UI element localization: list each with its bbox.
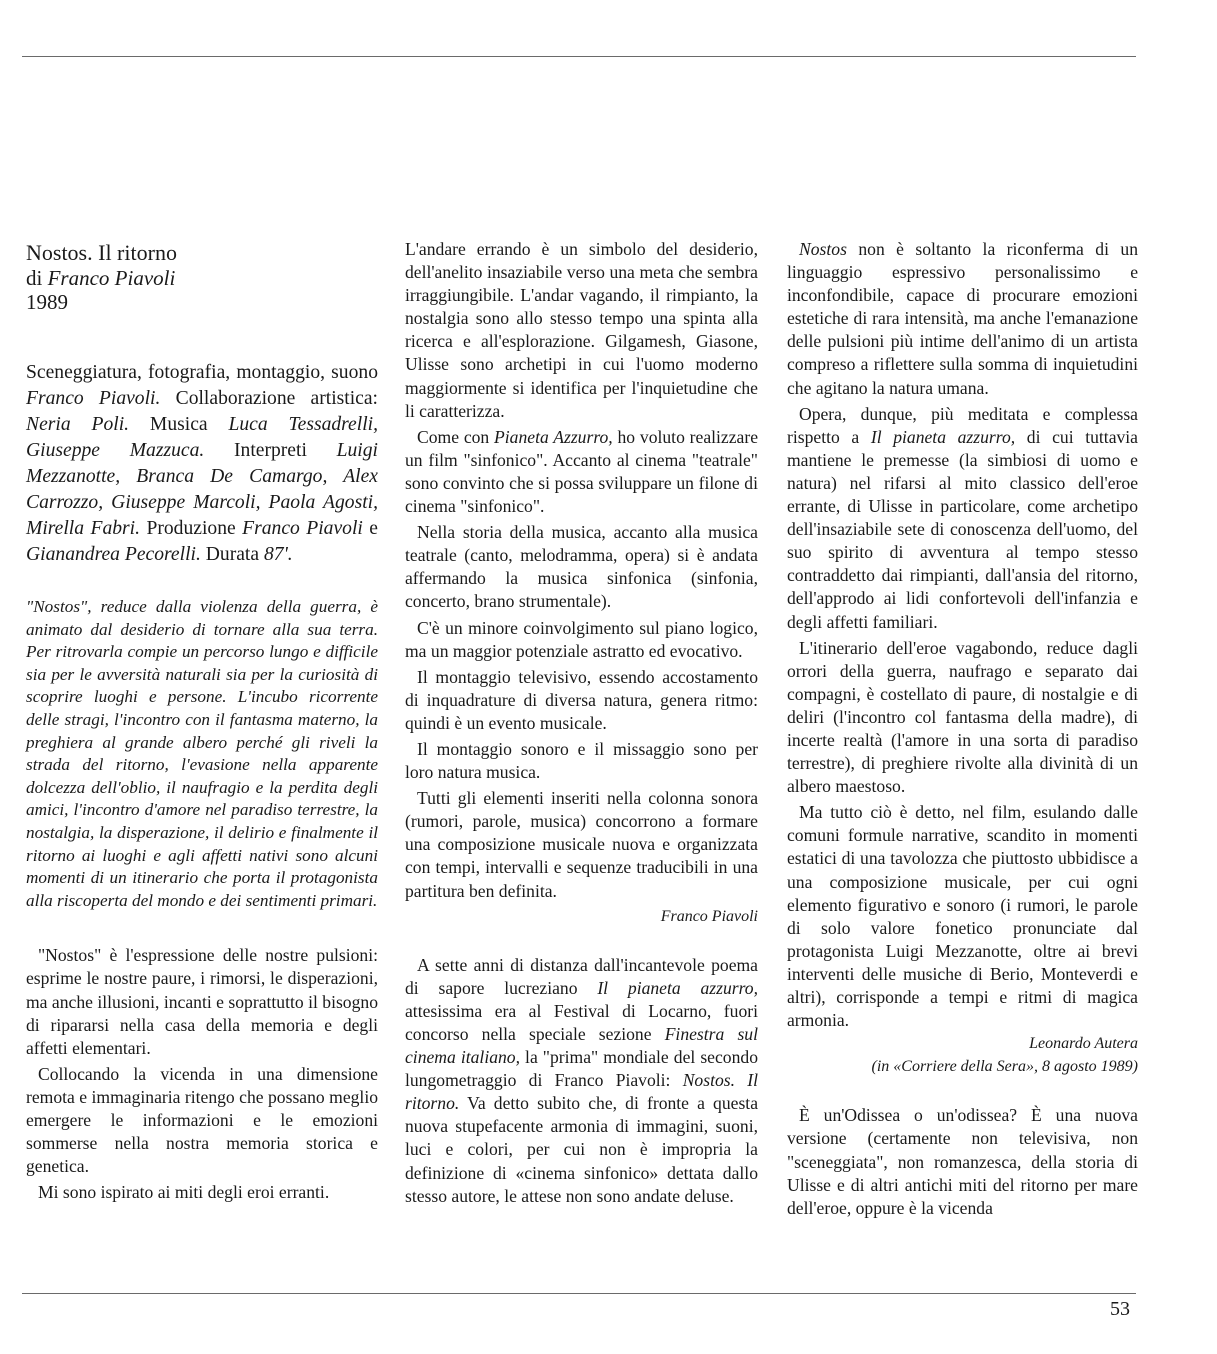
- column-1: [26, 238, 378, 1204]
- review-paragraph: Ma tutto ciò è detto, nel film, esulando dalle comuni formule narrative, scandito in momenti estatici di una tavolozza che piuttosto ubbidisce a una composizione musicale, per cui ogni elemento figurativo e sonoro (i rumori, le parole di solo valore fonetico pronunciate dal protagonista Luigi Mezzanotte, oltre ai brevi interventi delle musiche di Berio, Monteverdi e altri), corrisponde a tempi e ritmi di magica armonia.: [787, 802, 1138, 1031]
- review-text: di cui tuttavia mantiene le premesse (la simbiosi di uomo e natura) nel rifarsi al mito classico dell'eroe errante, di Ulisse in particolare, come archetipo dell'insaziabile sete di conoscenza dell'uomo, del suo spirito di avventura al tempo stesso contraddetto dai rimpianti, dall'ansia del ritorno, dell'approdo ai lidi confortevoli dell'infanzia e degli affetti familiari.: [787, 426, 1138, 632]
- credits-name: Luigi Mezzanotte, Branca De Camargo, Alex Carrozzo, Giuseppe Marcoli, Paola Agosti, Mirella Fabri.: [26, 440, 378, 539]
- review-text: A sette anni di distanza dall'incantevole poema di sapore lucreziano: [405, 954, 758, 998]
- director-note-paragraph: Nella storia della musica, accanto alla musica teatrale (canto, melodramma, opera) si è andata affermando la musica sinfonica (sinfonia, concerto, brano strumentale).: [405, 522, 758, 612]
- credits-block: [26, 360, 378, 568]
- director-note-paragraph: C'è un minore coinvolgimento sul piano logico, ma un maggior potenziale astratto ed evocativo.: [405, 617, 758, 661]
- review-paragraph: L'itinerario dell'eroe vagabondo, reduce dagli orrori della guerra, naufrago e separato dai compagni, è costellato di paure, di nostalgie e di deliri (l'incontro col fantasma della madre), di incerte realtà (l'amore in una sorta di paradiso terrestre), di preghiere rivolte alla divinità di un albero maestoso.: [787, 637, 1138, 797]
- column-3: [787, 214, 1138, 1220]
- credits-name: 87'.: [263, 544, 293, 565]
- credits-text: Collaborazione artistica:: [160, 388, 379, 409]
- review-text: non è soltanto la riconferma di un linguaggio espressivo personalissimo e inconfondibile, capace di procurare emozioni estetiche di rara intensità, ma anche l'emanazione delle pulsioni più intime dell'animo di un artista compreso a riflettere sulla somma di inquietudini che agitano la natura umana.: [787, 239, 1138, 398]
- director-note-paragraph: Mi sono ispirato ai miti degli eroi erranti.: [38, 1182, 330, 1203]
- credits-text: Durata: [200, 544, 264, 565]
- credits-name: Neria Poli.: [26, 414, 130, 435]
- credits-text: Produzione: [140, 518, 243, 539]
- director-note-paragraph: [405, 426, 758, 518]
- director-note-paragraph: "Nostos" è l'espressione delle nostre pulsioni: esprime le nostre paure, i rimorsi, le disperazioni, ma anche illusioni, incanti e soprattutto il bisogno di ripararsi nella casa della memoria e degli affetti elementari.: [26, 945, 378, 1058]
- director-note-paragraph: L'andare errando è un simbolo del desiderio, dell'anelito insaziabile verso una meta che sembra irraggiungibile. L'andar vagando, il rimpianto, la nostalgia sono allo stesso tempo una spinta alla ricerca e all'esplorazione. Gilgamesh, Giasone, Ulisse sono archetipi in cui l'uomo moderno maggiormente si identifica per l'inquietudine che li caratterizza.: [405, 239, 758, 421]
- review-paragraph: [787, 403, 1138, 634]
- director-note-paragraph: Il montaggio televisivo, essendo accostamento di inquadrature di diversa natura, genera ritmo: quindi è un evento musicale.: [405, 666, 758, 733]
- byline-prefix: di: [26, 266, 48, 290]
- review-paragraph: [405, 954, 758, 1208]
- director-note-paragraph: Il montaggio sonoro e il missaggio sono per loro natura musica.: [405, 738, 758, 783]
- director-signature: Franco Piavoli: [660, 907, 758, 925]
- review-text: attesissima era al Festival di Locarno, fuori concorso nella speciale sezione: [405, 1000, 758, 1044]
- credits-text: Sceneggiatura, fotografia, montaggio, suono: [26, 362, 378, 383]
- bottom-rule: [22, 1293, 1136, 1294]
- review-paragraph: [787, 238, 1138, 400]
- credits-text: Musica: [129, 414, 229, 435]
- review-text: Opera, dunque, più meditata e complessa rispetto a: [787, 403, 1138, 447]
- director-byline: [26, 266, 378, 290]
- top-rule: [22, 56, 1136, 57]
- credits-text: Interpreti: [204, 440, 337, 461]
- director-note-paragraph: Collocando la vicenda in una dimensione remota e immaginaria ritengo che possano meglio emergere le informazioni e le emozioni sommerse nella nostra memoria storica e genetica.: [26, 1063, 378, 1177]
- column-2: [405, 238, 758, 1208]
- credits-name: Gianandrea Pecorelli.: [26, 544, 201, 565]
- film-year: 1989: [26, 290, 68, 314]
- credits-text: e: [362, 518, 378, 539]
- review-italic: Il pianeta azzurro,: [597, 977, 759, 998]
- review-text: Va detto subito che, di fronte a questa nuova stupefacente armonia di immagini, suoni, luci e colori, per cui non è impropria la definizione di «cinema sinfonico» dettata dallo stesso autore, le attese non sono andate deluse.: [405, 1093, 758, 1206]
- credits-name: Franco Piavoli.: [26, 388, 161, 409]
- credits-name: Luca Tessadrelli, Giuseppe Mazzuca.: [26, 414, 378, 461]
- review-italic: Nostos. Il ritorno.: [405, 1070, 758, 1114]
- director-note-paragraph: Tutti gli elementi inseriti nella colonna sonora (rumori, parole, musica) concorrono a formare una composizione musicale nuova e organizzata con tempi, intervalli e sequenze traducibili in una partitura ben definita.: [405, 788, 758, 901]
- note-text: Come con: [417, 426, 495, 447]
- credits-name: Franco Piavoli: [242, 518, 363, 539]
- review-source: (in «Corriere della Sera», 8 agosto 1989): [871, 1058, 1138, 1076]
- note-text: ho voluto realizzare un film "sinfonico". Accanto al cinema "teatrale" sono convinto che si possa sviluppare un filone di cinema "sinfonico".: [405, 426, 759, 517]
- review-italic: Il pianeta azzurro,: [870, 426, 1016, 447]
- review-italic: Finestra sul cinema italiano,: [405, 1024, 758, 1068]
- note-film-title: Pianeta Azzurro,: [494, 426, 613, 447]
- director-name: Franco Piavoli: [47, 266, 176, 290]
- film-title: Nostos. Il ritorno: [26, 240, 177, 265]
- page-number: 53: [1110, 1298, 1130, 1320]
- closing-paragraph: È un'Odissea o un'odissea? È una nuova versione (certamente non televisiva, non "sceneggiata", non romanzesca, della storia di Ulisse e di altri antichi miti del ritorno per mare dell'eroe, oppure è la vicenda: [787, 1105, 1138, 1218]
- review-text: la "prima" mondiale del secondo lungometraggio di Franco Piavoli:: [405, 1047, 758, 1091]
- synopsis: "Nostos", reduce dalla violenza della guerra, è animato dal desiderio di tornare alla sua terra. Per ritrovarla compie un percorso lungo e difficile sia per le avversità naturali sia per la curiosità di scoprire luoghi e persone. L'incubo ricorrente delle stragi, l'incontro con il fantasma materno, la preghiera al grande albero perché gli riveli la strada del ritorno, l'evasione nella apparente dolcezza dell'oblio, il naufragio e la perdita degli amici, l'incontro d'amore nel paradiso terrestre, la nostalgia, la disperazione, il delirio e finalmente il ritorno ai luoghi e agli affetti nativi sono alcuni momenti di un itinerario che porta il protagonista alla riscoperta del mondo e dei sentimenti primari.: [26, 597, 378, 910]
- review-author: Leonardo Autera: [1029, 1035, 1138, 1053]
- review-italic: Nostos: [799, 239, 847, 259]
